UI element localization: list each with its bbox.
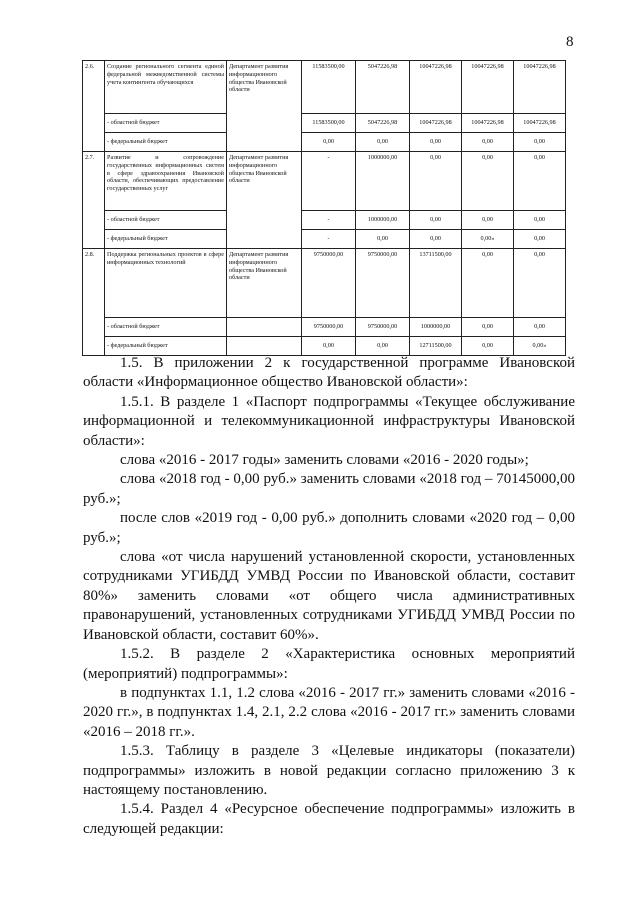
value-cell: 0,00 bbox=[410, 211, 462, 230]
executor: Департамент развития информационного общества Ивановской области bbox=[227, 152, 302, 249]
value-cell: 9750000,00 bbox=[302, 249, 356, 318]
value-cell: 10047226,98 bbox=[514, 114, 566, 133]
value-cell: 0,00 bbox=[514, 230, 566, 249]
value-cell: - bbox=[302, 152, 356, 211]
executor: Департамент развития информационного общества Ивановской области bbox=[227, 61, 302, 152]
page-number: 8 bbox=[566, 34, 574, 50]
value-cell: 0,00 bbox=[514, 318, 566, 337]
value-cell: 9750000,00 bbox=[356, 249, 410, 318]
value-cell: 10047226,98 bbox=[514, 61, 566, 114]
body-text bbox=[83, 354, 575, 839]
budget-source: - областной бюджет bbox=[105, 211, 227, 230]
paragraph: 1.5. В приложении 2 к государственной программе Ивановской области «Информационное общество Ивановской области»: bbox=[83, 355, 575, 391]
paragraph: слова «от числа нарушений установленной скорости, установленных сотрудниками УГИБДД УМВД России по Ивановской области, составит 80%» заменить словами «от общего числа административных правонарушений, установленных сотрудниками УГИБДД УМВД России по Ивановской области, составит 60%». bbox=[83, 549, 575, 643]
measure-name: Поддержка региональных проектов в сфере информационных технологий bbox=[105, 249, 227, 318]
paragraph: 1.5.4. Раздел 4 «Ресурсное обеспечение подпрограммы» изложить в следующей редакции: bbox=[83, 801, 575, 837]
value-cell: 0,00 bbox=[410, 133, 462, 152]
value-cell: 0,00 bbox=[514, 211, 566, 230]
value-cell: 9750000,00 bbox=[356, 318, 410, 337]
table-subrow bbox=[83, 318, 566, 337]
value-cell: 0,00 bbox=[410, 230, 462, 249]
paragraph: 1.5.1. В разделе 1 «Паспорт подпрограммы «Текущее обслуживание информационной и телекоммуникационной инфраструктуры Ивановской области»: bbox=[83, 393, 575, 449]
table-row bbox=[83, 61, 566, 114]
paragraph: слова «2016 - 2017 годы» заменить словами «2016 - 2020 годы»; bbox=[120, 452, 529, 469]
value-cell: 10047226,98 bbox=[410, 114, 462, 133]
budget-source: - федеральный бюджет bbox=[105, 230, 227, 249]
paragraph: слова «2018 год - 0,00 руб.» заменить словами «2018 год – 70145000,00 руб.»; bbox=[83, 471, 575, 507]
budget-source: - областной бюджет bbox=[105, 114, 227, 133]
row-number: 2.7. bbox=[83, 152, 105, 249]
value-cell: 0,00 bbox=[462, 211, 514, 230]
value-cell: 0,00 bbox=[356, 230, 410, 249]
value-cell: 0,00 bbox=[302, 133, 356, 152]
paragraph: 1.5.3. Таблицу в разделе 3 «Целевые индикаторы (показатели) подпрограммы» изложить в новой редакции согласно приложению 3 к настоящему постановлению. bbox=[83, 743, 575, 798]
value-cell: 12711500,00 bbox=[410, 337, 462, 356]
empty-cell bbox=[227, 318, 302, 337]
value-cell: 1000000,00 bbox=[356, 211, 410, 230]
value-cell: 0,00 bbox=[462, 249, 514, 318]
table-row bbox=[83, 249, 566, 318]
measure-name: Создание регионального сегмента единой федеральной межведомственной системы учета контингента обучающихся bbox=[105, 61, 227, 114]
value-cell: 10047226,98 bbox=[410, 61, 462, 114]
paragraph: в подпунктах 1.1, 1.2 слова «2016 - 2017 гг.» заменить словами «2016 - 2020 гг.», в подпунктах 1.4, 2.1, 2.2 слова «2016 - 2017 гг.» заменить словами «2016 – 2018 гг.». bbox=[83, 684, 575, 740]
value-cell: 1000000,00 bbox=[356, 152, 410, 211]
value-cell: 11583500,00 bbox=[302, 61, 356, 114]
value-cell: 11583500,00 bbox=[302, 114, 356, 133]
value-cell: 10047226,98 bbox=[462, 61, 514, 114]
value-cell: 0,00 bbox=[514, 133, 566, 152]
value-cell: 1000000,00 bbox=[410, 318, 462, 337]
value-cell: - bbox=[302, 211, 356, 230]
value-cell: 0,00» bbox=[514, 337, 566, 356]
value-cell: 9750000,00 bbox=[302, 318, 356, 337]
value-cell: 0,00 bbox=[356, 133, 410, 152]
row-number: 2.6. bbox=[83, 61, 105, 152]
value-cell: 0,00 bbox=[462, 318, 514, 337]
value-cell: 13711500,00 bbox=[410, 249, 462, 318]
table-subrow bbox=[83, 337, 566, 356]
value-cell: 0,00 bbox=[462, 337, 514, 356]
value-cell: 0,00 bbox=[356, 337, 410, 356]
paragraph: после слов «2019 год - 0,00 руб.» дополнить словами «2020 год – 0,00 руб.»; bbox=[83, 510, 575, 546]
paragraph: 1.5.2. В разделе 2 «Характеристика основных мероприятий (мероприятий) подпрограммы»: bbox=[83, 646, 575, 682]
value-cell: 0,00 bbox=[410, 152, 462, 211]
value-cell: 5047226,98 bbox=[356, 114, 410, 133]
value-cell: 0,00» bbox=[462, 230, 514, 249]
row-number: 2.8. bbox=[83, 249, 105, 356]
value-cell: 10047226,98 bbox=[462, 114, 514, 133]
value-cell: 0,00 bbox=[302, 337, 356, 356]
budget-source: - областной бюджет bbox=[105, 318, 227, 337]
table-subrow bbox=[83, 114, 566, 133]
executor: Департамент развития информационного общества Ивановской области bbox=[227, 249, 302, 318]
value-cell: - bbox=[302, 230, 356, 249]
budget-source: - федеральный бюджет bbox=[105, 133, 227, 152]
measure-name: Развитие и сопровождение государственных информационных систем в сфере здравоохранения Ивановской области, обеспечивающих предоставление государственных услуг bbox=[105, 152, 227, 211]
value-cell: 0,00 bbox=[514, 152, 566, 211]
value-cell: 0,00 bbox=[462, 133, 514, 152]
empty-cell bbox=[227, 337, 302, 356]
value-cell: 5047226,98 bbox=[356, 61, 410, 114]
value-cell: 0,00 bbox=[514, 249, 566, 318]
value-cell: 0,00 bbox=[462, 152, 514, 211]
table-row bbox=[83, 152, 566, 211]
table-subrow bbox=[83, 133, 566, 152]
table-subrow bbox=[83, 211, 566, 230]
budget-source: - федеральный бюджет bbox=[105, 337, 227, 356]
table-subrow bbox=[83, 230, 566, 249]
budget-table bbox=[82, 60, 566, 356]
